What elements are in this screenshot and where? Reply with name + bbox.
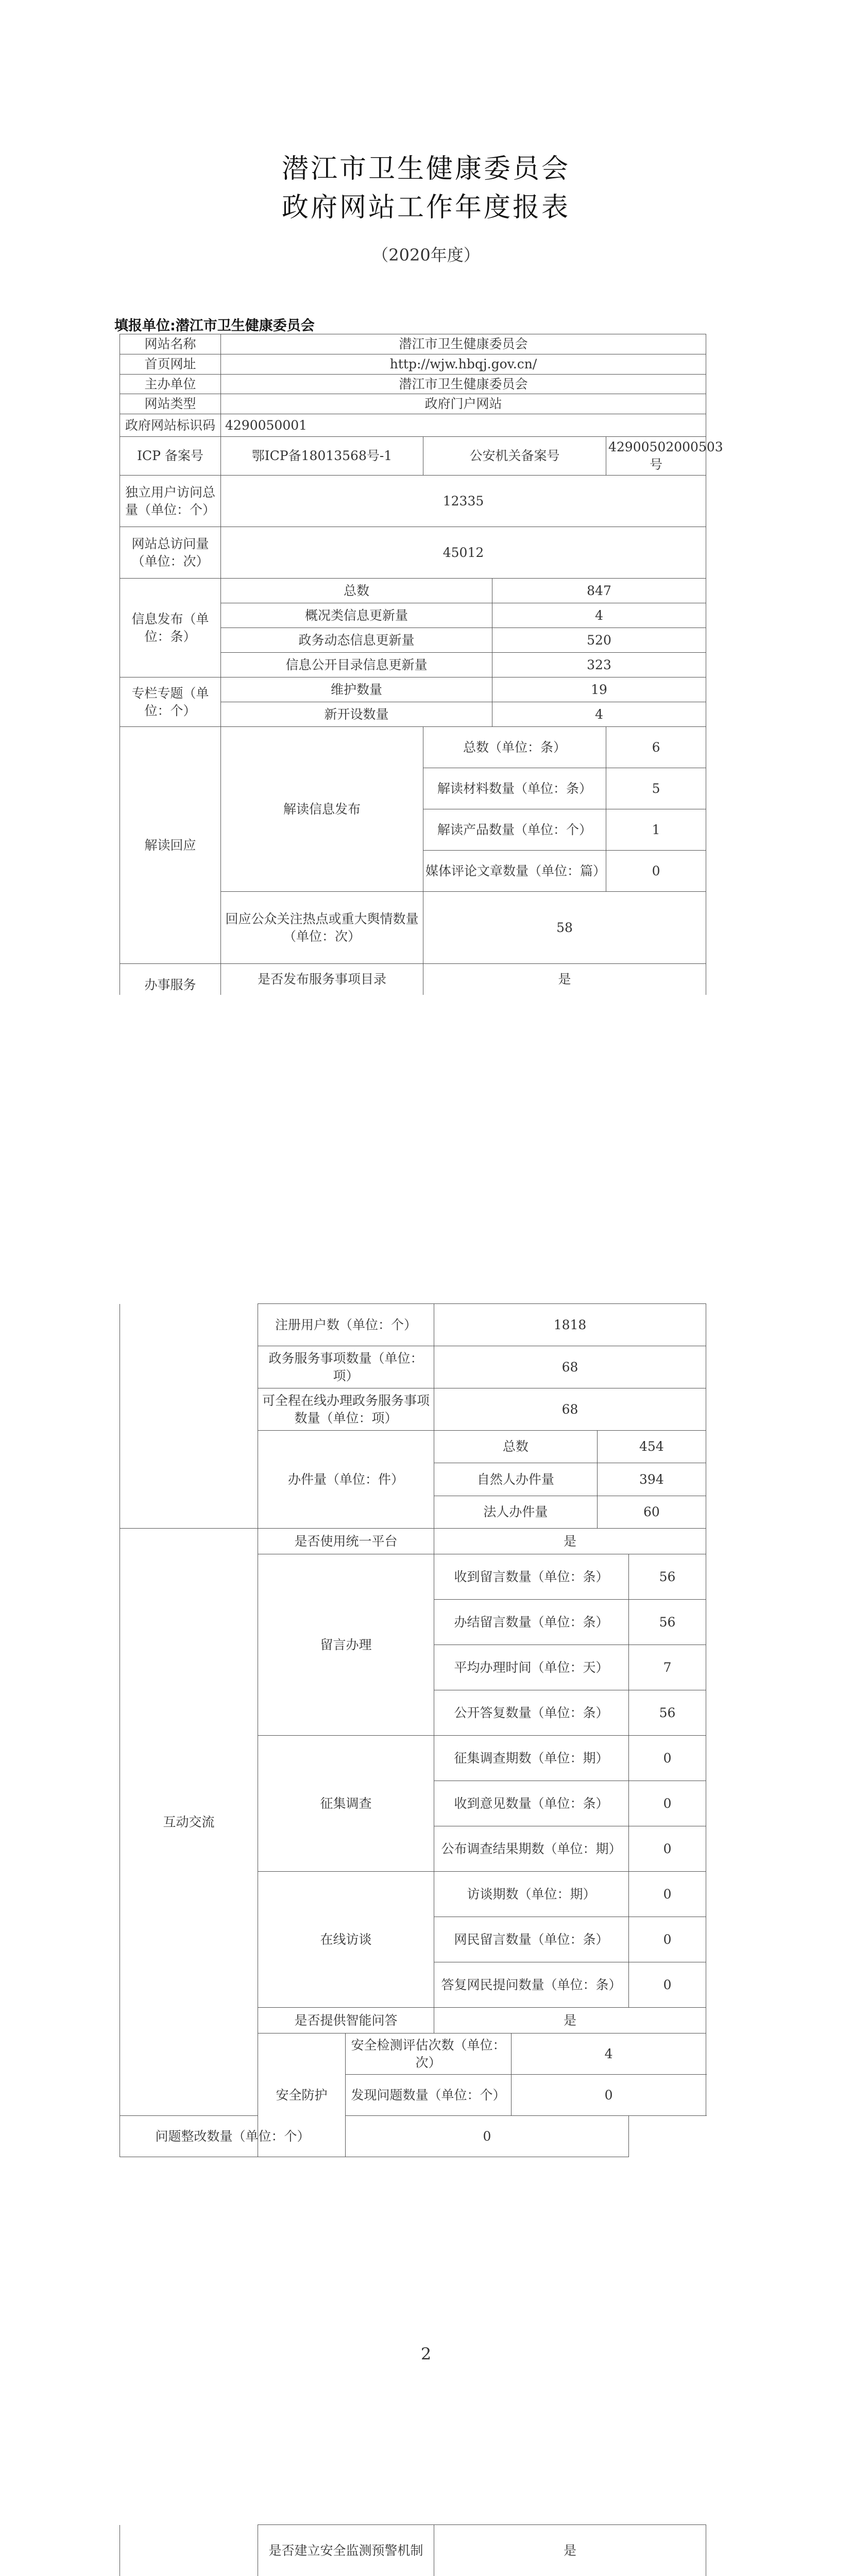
security-group: 安全防护 — [258, 2033, 346, 2157]
monitor-label: 是否建立安全监测预警机制 — [258, 2525, 434, 2576]
msg-row-label: 办结留言数量（单位：条） — [434, 1600, 629, 1645]
unique-visitors-label: 独立用户访问总量（单位：个） — [120, 476, 221, 527]
talk-row-label: 答复网民提问数量（单位：条） — [434, 1962, 629, 2008]
monitor-value: 是 — [434, 2525, 706, 2576]
report-year: （2020年度） — [372, 245, 480, 265]
security-row-label: 发现问题数量（单位：个） — [346, 2075, 512, 2116]
service-online-value: 68 — [434, 1388, 706, 1431]
info-row-value: 323 — [492, 653, 706, 677]
report-table-page3 — [120, 2524, 706, 2576]
info-row-value: 847 — [492, 579, 706, 603]
column-row-value: 19 — [492, 677, 706, 702]
police-record-value: 42900502000503 号 — [606, 437, 706, 476]
column-row-value: 4 — [492, 702, 706, 727]
interpret-row-label: 媒体评论文章数量（单位：篇） — [423, 851, 606, 892]
info-row-label: 总数 — [221, 579, 492, 603]
interpret-group: 解读回应 — [120, 727, 221, 964]
info-row-label: 信息公开目录信息更新量 — [221, 653, 492, 677]
survey-row-value: 0 — [629, 1736, 706, 1781]
msg-row-label: 公开答复数量（单位：条） — [434, 1690, 629, 1736]
service-users-value: 1818 — [434, 1304, 706, 1346]
info-row-value: 520 — [492, 628, 706, 653]
info-row-label: 政务动态信息更新量 — [221, 628, 492, 653]
talk-row-value: 0 — [629, 1917, 706, 1962]
unique-visitors-value: 12335 — [221, 476, 706, 527]
survey-row-label: 征集调查期数（单位：期） — [434, 1736, 629, 1781]
security-row-label: 问题整改数量（单位：个） — [120, 2116, 346, 2157]
msg-row-value: 56 — [629, 1690, 706, 1736]
qa-label: 是否提供智能问答 — [258, 2008, 434, 2033]
msg-row-value: 56 — [629, 1554, 706, 1600]
platform-label: 是否使用统一平台 — [258, 1529, 434, 1554]
security-row-value: 0 — [512, 2075, 706, 2116]
msg-row-label: 平均办理时间（单位：天） — [434, 1645, 629, 1690]
survey-row-label: 收到意见数量（单位：条） — [434, 1781, 629, 1826]
site-type-label: 网站类型 — [120, 394, 221, 414]
page-number-2: 2 — [420, 2344, 432, 2364]
home-url-label: 首页网址 — [120, 354, 221, 374]
site-id-value: 4290050001 — [221, 414, 706, 437]
interpret-row-label: 解读材料数量（单位：条） — [423, 768, 606, 809]
talk-label: 在线访谈 — [258, 1872, 434, 2008]
sponsor-label: 主办单位 — [120, 374, 221, 394]
police-record-label: 公安机关备案号 — [423, 437, 606, 476]
response-label: 回应公众关注热点或重大舆情数量（单位：次） — [221, 892, 423, 964]
platform-value: 是 — [434, 1529, 706, 1554]
sponsor-value: 潜江市卫生健康委员会 — [221, 374, 706, 394]
response-value: 58 — [423, 892, 706, 964]
info-publish-group: 信息发布（单位：条） — [120, 579, 221, 677]
msg-label: 留言办理 — [258, 1554, 434, 1736]
survey-row-value: 0 — [629, 1826, 706, 1872]
interpret-row-value: 0 — [606, 851, 706, 892]
report-table-page1 — [120, 334, 723, 995]
survey-row-value: 0 — [629, 1781, 706, 1826]
security-row-value: 0 — [346, 2116, 629, 2157]
column-group: 专栏专题（单位：个） — [120, 677, 221, 727]
service-group-cont — [120, 1304, 258, 1529]
total-visits-value: 45012 — [221, 527, 706, 579]
site-type-value: 政府门户网站 — [221, 394, 706, 414]
handle-row-label: 自然人办件量 — [434, 1463, 597, 1496]
service-group-label: 办事服务 — [120, 964, 221, 995]
interpret-sub: 解读信息发布 — [221, 727, 423, 892]
column-row-label: 维护数量 — [221, 677, 492, 702]
msg-row-label: 收到留言数量（单位：条） — [434, 1554, 629, 1600]
talk-row-label: 访谈期数（单位：期） — [434, 1872, 629, 1917]
report-title-line1: 潜江市卫生健康委员会 — [281, 154, 570, 184]
service-online-label: 可全程在线办理政务服务事项数量（单位：项） — [258, 1388, 434, 1431]
info-row-label: 概况类信息更新量 — [221, 603, 492, 628]
icp-value: 鄂ICP备18013568号-1 — [221, 437, 423, 476]
total-visits-label: 网站总访问量（单位：次） — [120, 527, 221, 579]
home-url-value[interactable]: http://wjw.hbqj.gov.cn/ — [221, 354, 706, 374]
interpret-row-value: 5 — [606, 768, 706, 809]
site-name-value: 潜江市卫生健康委员会 — [221, 334, 706, 354]
handle-row-value: 60 — [643, 1504, 660, 1519]
info-row-value: 4 — [492, 603, 706, 628]
handle-row-label: 法人办件量 — [434, 1496, 597, 1528]
report-title-line2: 政府网站工作年度报表 — [281, 192, 570, 223]
service-catalog-label: 是否发布服务事项目录 — [221, 964, 423, 995]
service-items-value: 68 — [434, 1346, 706, 1388]
site-id-label: 政府网站标识码 — [120, 414, 221, 437]
site-name-label: 网站名称 — [120, 334, 221, 354]
interpret-row-value: 6 — [606, 727, 706, 768]
service-handle-label: 办件量（单位：件） — [258, 1431, 434, 1529]
survey-label: 征集调查 — [258, 1736, 434, 1872]
handle-row-value: 394 — [597, 1463, 706, 1496]
column-row-label: 新开设数量 — [221, 702, 492, 727]
report-table-page2 — [120, 1303, 706, 2157]
filing-unit: 填报单位:潜江市卫生健康委员会 — [114, 318, 315, 334]
qa-value: 是 — [434, 2008, 706, 2033]
handle-row-value: 454 — [597, 1431, 706, 1463]
service-catalog-value: 是 — [423, 964, 706, 995]
msg-row-value: 56 — [629, 1600, 706, 1645]
interpret-row-value: 1 — [606, 809, 706, 851]
security-group-cont — [120, 2525, 258, 2576]
interpret-row-label: 解读产品数量（单位：个） — [423, 809, 606, 851]
service-items-label: 政务服务事项数量（单位：项） — [258, 1346, 434, 1388]
security-row-label: 安全检测评估次数（单位：次） — [346, 2033, 512, 2075]
handle-row-label: 总数 — [434, 1431, 597, 1463]
talk-row-value: 0 — [629, 1872, 706, 1917]
msg-row-value: 7 — [629, 1645, 706, 1690]
security-row-value: 4 — [512, 2033, 706, 2075]
handle-subtable — [434, 1431, 706, 1528]
talk-row-value: 0 — [629, 1962, 706, 2008]
icp-label: ICP 备案号 — [120, 437, 221, 476]
interact-group: 互动交流 — [120, 1529, 258, 2116]
service-users-label: 注册用户数（单位：个） — [258, 1304, 434, 1346]
talk-row-label: 网民留言数量（单位：条） — [434, 1917, 629, 1962]
survey-row-label: 公布调查结果期数（单位：期） — [434, 1826, 629, 1872]
interpret-row-label: 总数（单位：条） — [423, 727, 606, 768]
